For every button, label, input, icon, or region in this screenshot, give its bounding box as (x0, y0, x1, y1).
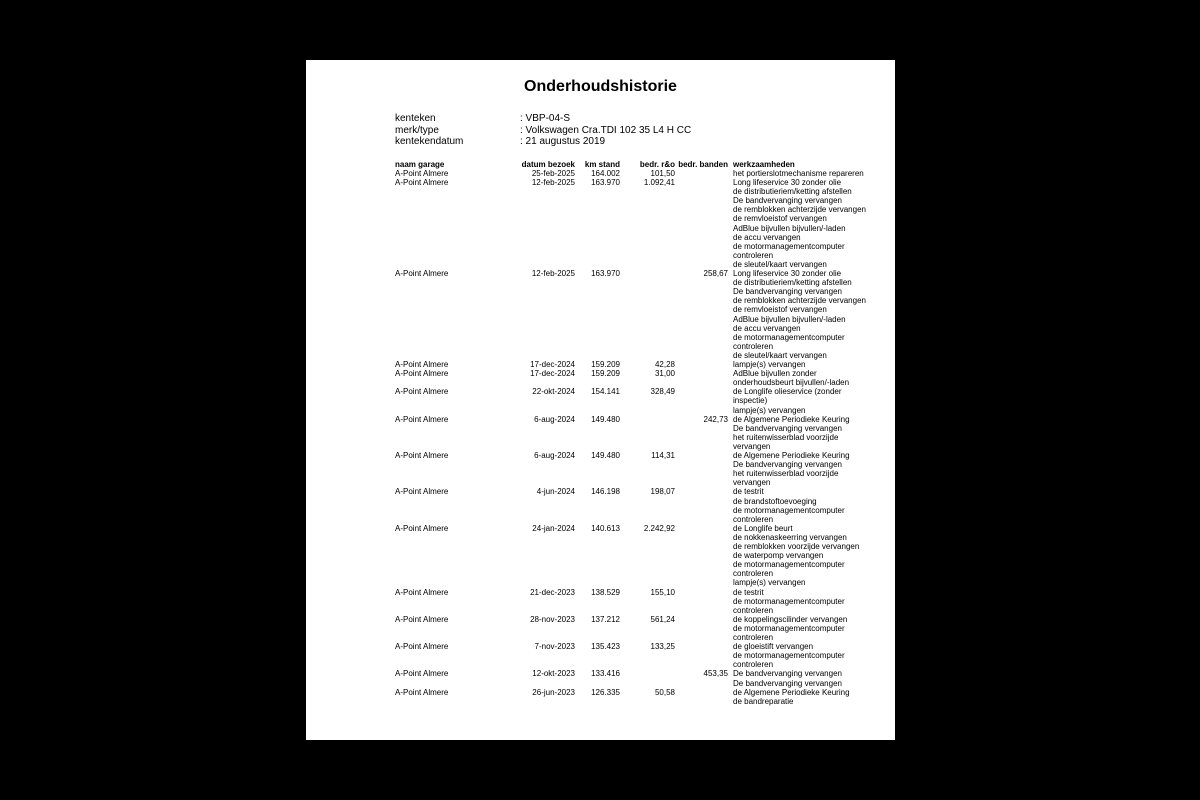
work-line: De bandvervanging vervangen (733, 287, 842, 297)
cell-garage: A-Point Almere (395, 387, 449, 397)
meta-label: kenteken (395, 113, 436, 124)
cell-date: 6-aug-2024 (534, 451, 575, 461)
cell-date: 6-aug-2024 (534, 414, 575, 424)
work-line: de testrit (733, 487, 764, 497)
cell-garage: A-Point Almere (395, 369, 449, 379)
work-line: de bandreparatie (733, 696, 794, 706)
work-line: de sleutel/kaart vervangen (733, 350, 827, 360)
work-line: vervangen (733, 478, 771, 488)
meta-row-kenteken (395, 113, 795, 125)
cell-ro: 42,28 (654, 360, 675, 370)
work-line: lampje(s) vervangen (733, 578, 806, 588)
work-line: de accu vervangen (733, 232, 801, 242)
cell-garage: A-Point Almere (395, 360, 449, 370)
work-line: AdBlue bijvullen zonder (733, 369, 817, 379)
cell-km: 149.480 (591, 451, 620, 461)
cell-work (733, 642, 873, 669)
cell-km: 133.416 (591, 669, 620, 679)
cell-ro: 31,00 (654, 369, 675, 379)
meta-value: : 21 augustus 2019 (520, 136, 606, 147)
work-line: inspectie) (733, 396, 768, 406)
work-line: de Algemene Periodieke Keuring (733, 451, 850, 461)
cell-date: 12-okt-2023 (532, 669, 575, 679)
work-line: de motormanagementcomputer (733, 560, 845, 570)
work-line: de Longlife beurt (733, 523, 793, 533)
work-line: de gloeistift vervangen (733, 642, 814, 652)
table-row (395, 524, 875, 588)
cell-km: 140.613 (591, 523, 620, 533)
work-line: lampje(s) vervangen (733, 405, 806, 415)
cell-band: 242,73 (703, 414, 728, 424)
cell-work (733, 415, 873, 451)
cell-km: 138.529 (591, 587, 620, 597)
work-line: de distributieriem/ketting afstellen (733, 278, 852, 288)
work-line: controleren (733, 250, 774, 260)
cell-ro: 114,31 (651, 451, 675, 461)
cell-date: 12-feb-2025 (531, 269, 575, 279)
cell-garage: A-Point Almere (395, 523, 449, 533)
cell-ro: 1.092,41 (643, 178, 675, 188)
cell-date: 28-nov-2023 (530, 614, 575, 624)
work-line: de waterpomp vervangen (733, 551, 824, 561)
table-row (395, 415, 875, 451)
cell-km: 149.480 (591, 414, 620, 424)
cell-work (733, 688, 873, 706)
header-ro: bedr. r&o (639, 160, 675, 169)
meta-label: kentekendatum (395, 136, 464, 147)
work-line: de nokkenaskeerring vervangen (733, 532, 847, 542)
work-line: de koppelingscilinder vervangen (733, 614, 848, 624)
cell-ro: 101,50 (650, 169, 675, 178)
work-line: het ruitenwisserblad voorzijde (733, 432, 839, 442)
cell-km: 159.209 (591, 369, 620, 379)
cell-garage: A-Point Almere (395, 614, 449, 624)
cell-garage: A-Point Almere (395, 587, 449, 597)
work-line: de testrit (733, 587, 764, 597)
cell-km: 163.970 (591, 178, 620, 188)
cell-work (733, 524, 873, 588)
work-line: de remvloeistof vervangen (733, 214, 827, 224)
maintenance-table (395, 160, 875, 706)
cell-work (733, 360, 873, 369)
table-row (395, 588, 875, 615)
work-line: Long lifeservice 30 zonder olie (733, 178, 842, 188)
cell-garage: A-Point Almere (395, 178, 449, 188)
cell-work (733, 269, 873, 360)
work-line: controleren (733, 633, 774, 643)
cell-work (733, 615, 873, 642)
cell-date: 22-okt-2024 (532, 387, 575, 397)
cell-km: 137.212 (591, 614, 620, 624)
table-row (395, 615, 875, 642)
work-line: controleren (733, 514, 774, 524)
cell-km: 126.335 (591, 687, 620, 697)
cell-work (733, 669, 873, 687)
cell-band: 453,35 (703, 669, 728, 679)
work-line: AdBlue bijvullen bijvullen/-laden (733, 223, 846, 233)
cell-ro: 328,49 (650, 387, 675, 397)
work-line: de brandstoftoevoeging (733, 496, 817, 506)
work-line: Long lifeservice 30 zonder olie (733, 269, 842, 279)
work-line: De bandvervanging vervangen (733, 678, 842, 688)
work-line: het portierslotmechanisme repareren (733, 169, 864, 178)
cell-km: 163.970 (591, 269, 620, 279)
cell-garage: A-Point Almere (395, 487, 449, 497)
work-line: de remvloeistof vervangen (733, 305, 827, 315)
cell-date: 12-feb-2025 (531, 178, 575, 188)
cell-garage: A-Point Almere (395, 451, 449, 461)
work-line: lampje(s) vervangen (733, 360, 806, 370)
cell-date: 25-feb-2025 (531, 169, 575, 178)
cell-band: 258,67 (703, 269, 728, 279)
work-line: controleren (733, 341, 774, 351)
work-line: de motormanagementcomputer (733, 505, 845, 515)
work-line: onderhoudsbeurt bijvullen/-laden (733, 378, 850, 388)
meta-row-kentekendatum (395, 136, 795, 148)
cell-ro: 561,24 (650, 614, 675, 624)
cell-work (733, 451, 873, 487)
cell-garage: A-Point Almere (395, 169, 449, 178)
work-line: de sleutel/kaart vervangen (733, 259, 827, 269)
cell-ro: 133,25 (650, 642, 675, 652)
table-row (395, 669, 875, 687)
meta-value: : Volkswagen Cra.TDI 102 35 L4 H CC (520, 124, 692, 136)
work-line: de accu vervangen (733, 323, 801, 333)
cell-garage: A-Point Almere (395, 642, 449, 652)
table-row (395, 642, 875, 669)
cell-work (733, 178, 873, 269)
work-line: de motormanagementcomputer (733, 332, 845, 342)
table-row (395, 451, 875, 487)
cell-date: 4-jun-2024 (536, 487, 575, 497)
work-line: controleren (733, 569, 774, 579)
table-row (395, 487, 875, 523)
header-date: datum bezoek (521, 160, 575, 169)
work-line: de motormanagementcomputer (733, 596, 845, 606)
cell-km: 135.423 (591, 642, 620, 652)
table-body (395, 169, 875, 706)
table-row (395, 369, 875, 387)
cell-work (733, 487, 873, 523)
header-garage: naam garage (395, 160, 445, 169)
table-row (395, 360, 875, 369)
cell-date: 21-dec-2023 (530, 587, 575, 597)
work-line: de Longlife olieservice (zonder (733, 387, 842, 397)
cell-garage: A-Point Almere (395, 269, 449, 279)
table-row (395, 169, 875, 178)
work-line: de remblokken voorzijde vervangen (733, 542, 860, 552)
header-km: km stand (584, 160, 620, 169)
cell-work (733, 169, 873, 178)
work-line: de motormanagementcomputer (733, 623, 845, 633)
work-line: De bandvervanging vervangen (733, 196, 842, 206)
cell-ro: 50,58 (654, 687, 675, 697)
meta-value: : VBP-04-S (520, 113, 571, 124)
cell-date: 24-jan-2024 (532, 523, 575, 533)
page-title: Onderhoudshistorie (524, 78, 677, 95)
cell-km: 146.198 (591, 487, 620, 497)
work-line: de remblokken achterzijde vervangen (733, 205, 866, 215)
work-line: de remblokken achterzijde vervangen (733, 296, 866, 306)
work-line: de distributieriem/ketting afstellen (733, 187, 852, 197)
cell-date: 26-jun-2023 (532, 687, 575, 697)
work-line: de Algemene Periodieke Keuring (733, 687, 850, 697)
cell-ro: 2.242,92 (643, 523, 675, 533)
cell-km: 154.141 (591, 387, 620, 397)
cell-work (733, 387, 873, 414)
work-line: De bandvervanging vervangen (733, 423, 842, 433)
table-row (395, 269, 875, 360)
cell-work (733, 369, 873, 387)
cell-km: 164.002 (591, 169, 620, 178)
work-line: de motormanagementcomputer (733, 651, 845, 661)
cell-ro: 155,10 (650, 587, 675, 597)
cell-garage: A-Point Almere (395, 687, 449, 697)
work-line: AdBlue bijvullen bijvullen/-laden (733, 314, 846, 324)
work-line: de motormanagementcomputer (733, 241, 845, 251)
table-header (395, 160, 875, 169)
header-band: bedr. banden (678, 160, 728, 169)
work-line: controleren (733, 605, 774, 615)
cell-date: 17-dec-2024 (530, 369, 575, 379)
vehicle-info (395, 113, 795, 148)
work-line: De bandvervanging vervangen (733, 460, 842, 470)
document-page (306, 60, 895, 740)
cell-work (733, 588, 873, 615)
cell-km: 159.209 (591, 360, 620, 370)
table-row (395, 387, 875, 414)
work-line: het ruitenwisserblad voorzijde (733, 469, 839, 479)
work-line: vervangen (733, 441, 771, 451)
work-line: de Algemene Periodieke Keuring (733, 414, 850, 424)
table-row (395, 688, 875, 706)
cell-garage: A-Point Almere (395, 414, 449, 424)
cell-garage: A-Point Almere (395, 669, 449, 679)
cell-date: 7-nov-2023 (534, 642, 575, 652)
cell-date: 17-dec-2024 (530, 360, 575, 370)
work-line: De bandvervanging vervangen (733, 669, 842, 679)
meta-label: merk/type (395, 124, 439, 136)
work-line: controleren (733, 660, 774, 670)
meta-row-merk-type (395, 125, 795, 137)
table-row (395, 178, 875, 269)
header-work: werkzaamheden (733, 160, 795, 169)
cell-ro: 198,07 (650, 487, 675, 497)
